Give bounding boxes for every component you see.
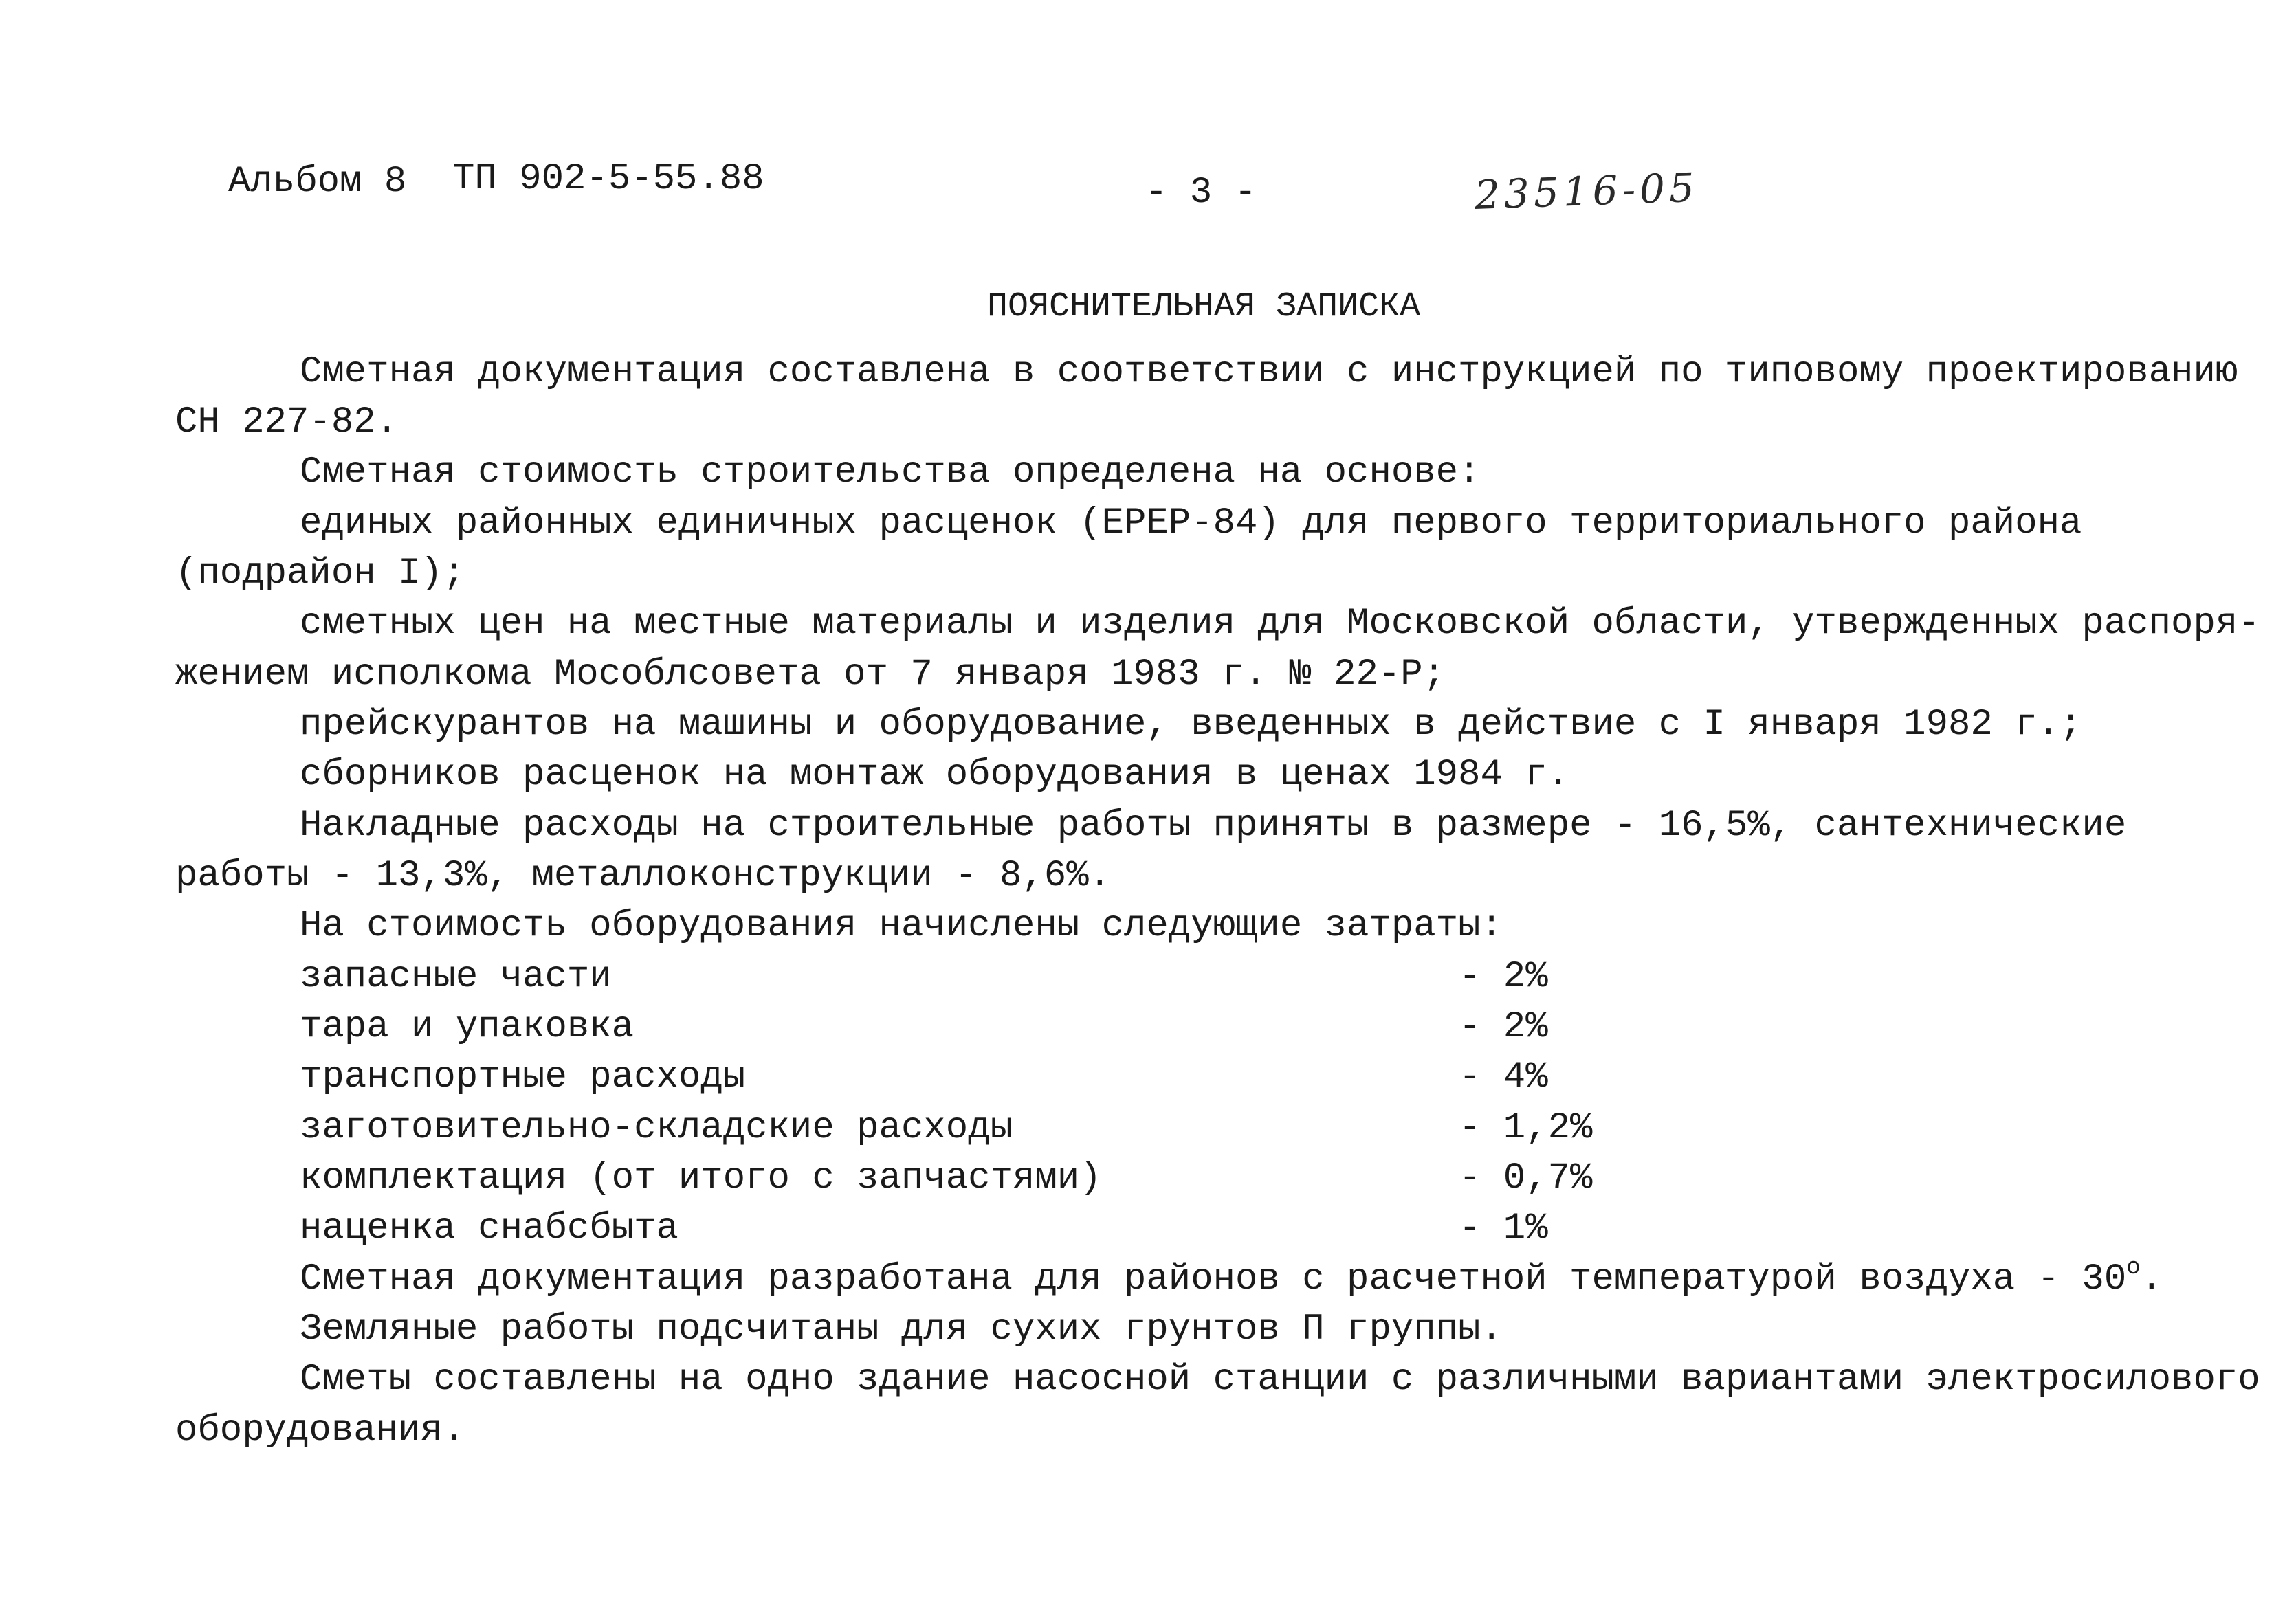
paragraph-11-line-2: оборудования. [175, 1410, 465, 1451]
album-label: Альбом 8 [228, 161, 407, 203]
paragraph-9 [300, 1255, 2163, 1300]
cost-item-label: комплектация (от итого с запчастями) [300, 1157, 1102, 1199]
cost-item-label: тара и упаковка [300, 1006, 634, 1048]
paragraph-1-line-2: СН 227-82. [175, 401, 399, 443]
cost-item-label: транспортные расходы [300, 1056, 746, 1098]
paragraph-9-end: . [2140, 1258, 2163, 1300]
paragraph-3-line-1: единых районных единичных расценок (ЕРЕР-84) для первого территориального района [300, 502, 2082, 544]
page-title: ПОЯСНИТЕЛЬНАЯ ЗАПИСКА [987, 287, 1421, 326]
paragraph-6: сборников расценок на монтаж оборудования в ценах 1984 г. [300, 754, 1570, 796]
paragraph-5: прейскурантов на машины и оборудование, введенных в действие с I января 1982 г.; [300, 704, 2082, 746]
paragraph-1-line-1: Сметная документация составлена в соответствии с инструкцией по типовому проектированию [300, 351, 2238, 393]
cost-item-value: - 1,2% [1459, 1107, 1593, 1149]
paragraph-7-line-2: работы - 13,3%, металлоконструкции - 8,6%. [175, 855, 1112, 897]
paragraph-8: На стоимость оборудования начислены следующие затраты: [300, 905, 1503, 947]
paragraph-7-line-1: Накладные расходы на строительные работы приняты в размере - 16,5%, сантехнические [300, 805, 2127, 847]
page-number: - 3 - [1145, 172, 1257, 214]
project-code: ТП 902-5-55.88 [452, 158, 764, 200]
paragraph-4-line-2: жением исполкома Мособлсовета от 7 января 1983 г. № 22-Р; [175, 654, 1446, 696]
degree-sign: о [2126, 1255, 2141, 1281]
paragraph-4-line-1: сметных цен на местные материалы и изделия для Московской области, утвержденных распоря- [300, 603, 2260, 645]
cost-item-value: - 2% [1459, 1006, 1548, 1048]
cost-item-label: наценка снабсбыта [300, 1208, 678, 1249]
cost-item-label: заготовительно-складские расходы [300, 1107, 1013, 1149]
handwritten-number: 23516-05 [1473, 164, 1699, 219]
paragraph-9-text: Сметная документация разработана для районов с расчетной температурой воздуха - 30 [300, 1258, 2127, 1300]
paragraph-2: Сметная стоимость строительства определена на основе: [300, 452, 1481, 493]
paragraph-11-line-1: Сметы составлены на одно здание насосной станции с различными вариантами электросилового [300, 1359, 2260, 1401]
paragraph-3-line-2: (подрайон I); [175, 553, 465, 594]
cost-item-label: запасные части [300, 956, 612, 998]
cost-item-value: - 1% [1459, 1208, 1548, 1249]
cost-item-value: - 2% [1459, 956, 1548, 998]
cost-item-value: - 4% [1459, 1056, 1548, 1098]
cost-item-value: - 0,7% [1459, 1157, 1593, 1199]
paragraph-10: Земляные работы подсчитаны для сухих грунтов П группы. [300, 1309, 1503, 1350]
